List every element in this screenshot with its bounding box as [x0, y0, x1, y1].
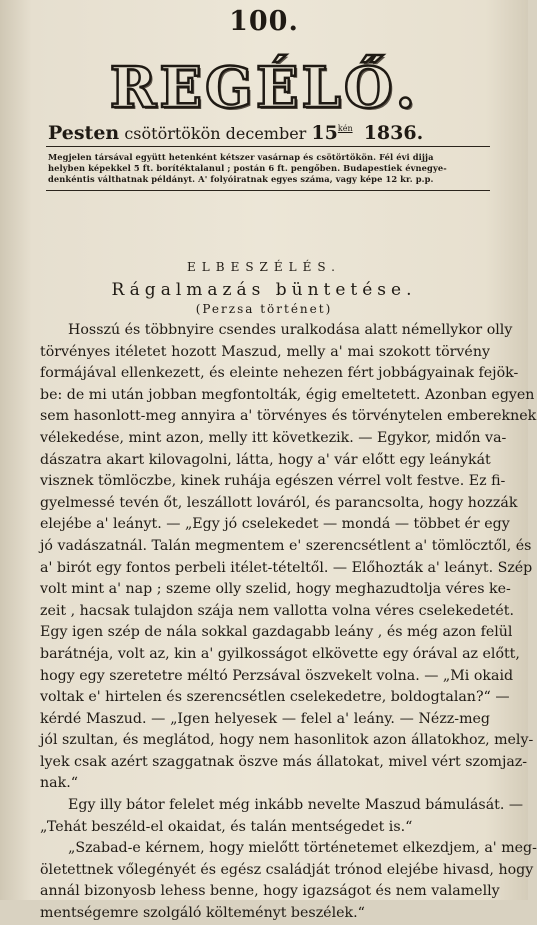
body-line: hogy egy szeretetre méltó Perzsával öszvekelt volna. — „Mi okaid: [40, 667, 514, 684]
dateline-year: 1836.: [363, 122, 424, 144]
body-line: „Szabad-e kérnem, hogy mielőtt történetemet elkezdjem, a' meg-: [68, 840, 537, 857]
dateline: [48, 118, 488, 145]
dateline-day-text: csötörtökön december: [124, 124, 307, 143]
story-title: Rágalmazás büntetése.: [111, 280, 417, 300]
masthead-title: REGÉLŐ.: [109, 55, 419, 121]
top-divider: [46, 146, 490, 147]
section-heading: ELBESZÉLÉS.: [187, 260, 341, 274]
body-line: elejébe a' leányt. — „Egy jó cselekedet — mondá — többet ér egy: [40, 516, 510, 533]
body-line: Hosszú és többnyire csendes uralkodása alatt némellykor olly: [68, 322, 513, 338]
notice-line: Megjelen társával együtt hetenként kétszer vasárnap és csötörtökön. Fél évi dijja: [48, 152, 434, 162]
story-subtitle: (Perzsa történet): [195, 302, 333, 316]
body-line: kérdé Maszud. — „Igen helyesek — felel a' leány. — Nézz-meg: [40, 710, 490, 727]
page-number: 100.: [229, 6, 299, 37]
body-line: nak.“: [40, 775, 78, 792]
notice-line: helyben képekkel 5 ft. borítéktalanul ; postán 6 ft. pengőben. Budapestiek évnegye-: [48, 163, 447, 173]
body-line: Egy igen szép de nála sokkal gazdagabb leány , és még azon felül: [40, 624, 513, 641]
body-line: jó vadászatnál. Talán megmentem e' szerencsétlent a' tömlöcztől, és: [40, 537, 532, 554]
dateline-day-suffix: kén: [337, 124, 353, 133]
body-line: gyelmessé tevén őt, leszállott lováról, és parancsolta, hogy hozzák: [40, 494, 518, 511]
body-line: formájával ellenkezett, és eleinte nehezen fért jobbágyainak fejök-: [40, 365, 519, 382]
story-body: [40, 320, 537, 925]
dateline-place: Pesten: [48, 122, 120, 144]
body-line: mentségemre szolgáló költeményt beszélek.“: [40, 905, 365, 922]
body-line: volt mint a' nap ; szeme olly szelid, hogy meghazudtolja véres ke-: [40, 581, 511, 598]
body-line: Egy illy bátor felelet még inkább nevelte Maszud bámulását. —: [68, 797, 524, 814]
body-line: törvényes itéletet hozott Maszud, melly a' mai szokott törvény: [40, 343, 490, 360]
body-line: a' birót egy fontos perbeli itélet-tételtől. — Előhozták a' leányt. Szép: [40, 559, 533, 576]
body-line: lyek csak azért szaggatnak öszve más állatokat, mivel vért szomjaz-: [40, 753, 528, 770]
body-line: barátnéja, volt az, kin a' gyilkosságot elkövette egy órával az előtt,: [40, 645, 520, 662]
dateline-day: 15: [311, 122, 338, 144]
body-line: dászatra akart kilovagolni, látta, hogy a' vár előtt egy leánykát: [40, 451, 491, 468]
body-line: vélekedése, mint azon, melly itt következik. — Egykor, midőn va-: [40, 429, 507, 446]
notice-line: denkéntis válthatnak példányt. A' folyóiratnak egyes száma, vagy képe 12 kr. p.p.: [48, 174, 434, 184]
body-line: visznek tömlöczbe, kinek ruhája egészen vérrel volt festve. Ez fi-: [40, 473, 506, 490]
body-line: jól szultan, és meglátod, hogy nem hasonlitok azon állatokhoz, mely-: [40, 732, 534, 749]
body-line: öletettnek vőlegényét és egész családját trónod elejébe hivasd, hogy: [40, 861, 534, 878]
body-line: be: de mi után jobban megfontolták, égig emeltetett. Azonban egyen: [40, 386, 535, 403]
subscription-notice: [48, 152, 488, 185]
body-line: sem hasonlott-meg annyira a' törvényes és törvénytelen embereknek: [40, 408, 537, 425]
body-line: annál bizonyosb lehess benne, hogy igazságot és nem valamelly: [40, 883, 500, 900]
bottom-divider: [46, 190, 490, 191]
body-line: zeit , hacsak tulajdon szája nem vallotta volna véres cselekedetét.: [40, 602, 514, 619]
body-line: voltak e' hirtelen és szerencsétlen cselekedetre, boldogtalan?“ —: [40, 689, 510, 706]
body-line: „Tehát beszéld-el okaidat, és talán mentségedet is.“: [40, 818, 413, 835]
